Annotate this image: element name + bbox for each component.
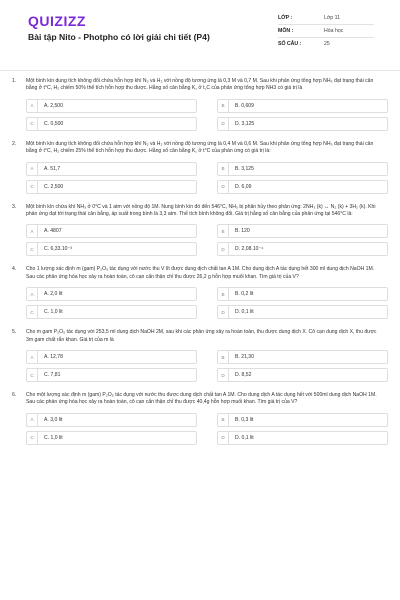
- answer-option[interactable]: [217, 180, 388, 194]
- answer-grid: [26, 99, 388, 131]
- meta-label: LỚP :: [278, 15, 293, 21]
- answer-text: B. 0,609: [235, 102, 254, 109]
- answer-text: A. 4807: [44, 228, 62, 235]
- answer-letter: C: [27, 181, 38, 193]
- answer-text: B. 3,125: [235, 165, 254, 172]
- answer-option[interactable]: [217, 413, 388, 427]
- answer-text: A. 12,78: [44, 354, 63, 361]
- answer-option[interactable]: [217, 162, 388, 176]
- answer-text: D. 6,09: [235, 183, 252, 190]
- answer-letter: C: [27, 243, 38, 255]
- answer-option[interactable]: [26, 180, 197, 194]
- meta-value: Hóa học: [324, 28, 344, 34]
- answer-option[interactable]: [217, 224, 388, 238]
- answer-grid: [26, 224, 388, 256]
- answer-option[interactable]: [26, 117, 197, 131]
- answer-text: C. 0,500: [44, 120, 64, 127]
- answer-letter: D: [218, 118, 229, 130]
- question-text: Một bình kín dung tích không đổi chứa hỗn hợp khí N₂ và H₂ với nồng độ tương ứng là 0,4 M và 0,6 M. Sau khi phản ứng tổng hợp NH₃ đạt trạng thái cân bằng ở t°C, H₂ chiếm 25% thể tích hỗn hợp thu được. Hằng số cân bằng K꜀ ở t°C của phản ứng có giá trị là:: [26, 140, 374, 155]
- answer-letter: D: [218, 369, 229, 381]
- question: [12, 329, 388, 344]
- meta-row-class: [278, 12, 374, 25]
- answer-option[interactable]: [26, 413, 197, 427]
- answer-option[interactable]: [26, 287, 197, 301]
- question-list: [12, 78, 388, 455]
- answer-letter: B: [218, 225, 229, 237]
- answer-option[interactable]: [26, 242, 197, 256]
- answer-text: D. 0,1 lit: [235, 309, 254, 316]
- question-number: 3.: [12, 203, 17, 210]
- question-block: [12, 78, 388, 131]
- answer-letter: C: [27, 432, 38, 444]
- answer-letter: B: [218, 163, 229, 175]
- meta-value: Lớp 11: [324, 15, 340, 21]
- question: [12, 266, 388, 281]
- question-number: 1.: [12, 78, 17, 84]
- question-block: [12, 141, 388, 194]
- meta-table: [278, 12, 374, 50]
- question-block: [12, 329, 388, 382]
- answer-option[interactable]: [26, 99, 197, 113]
- answer-letter: C: [27, 118, 38, 130]
- question-number: 5.: [12, 329, 17, 336]
- answer-option[interactable]: [26, 431, 197, 445]
- answer-letter: C: [27, 306, 38, 318]
- answer-letter: A: [27, 288, 38, 300]
- answer-letter: D: [218, 181, 229, 193]
- question-number: 4.: [12, 266, 17, 273]
- answer-text: D. 3,125: [235, 120, 255, 127]
- answer-option[interactable]: [26, 350, 197, 364]
- answer-text: C. 6,33.10⁻³: [44, 246, 72, 253]
- answer-option[interactable]: [217, 117, 388, 131]
- meta-value: 25: [324, 41, 330, 47]
- answer-text: B. 0,2 lit: [235, 291, 254, 298]
- answer-option[interactable]: [217, 99, 388, 113]
- answer-text: C. 7,81: [44, 372, 61, 379]
- answer-option[interactable]: [217, 242, 388, 256]
- answer-grid: [26, 350, 388, 382]
- answer-text: B. 21,30: [235, 354, 254, 361]
- question: [12, 204, 388, 219]
- answer-option[interactable]: [217, 368, 388, 382]
- answer-letter: A: [27, 163, 38, 175]
- answer-option[interactable]: [26, 224, 197, 238]
- answer-text: A. 2,0 lit: [44, 291, 63, 298]
- answer-text: D. 0,1 lit: [235, 434, 254, 441]
- answer-letter: C: [27, 369, 38, 381]
- question-text: Một bình kín chứa khí NH₃ ở 0°C và 1 atm với nồng độ 1M. Nung bình kín đó đến 546°C, NH₃ bị phân hủy theo phản ứng: 2NH₃ (k) ↔ N₂ (k) + 3H₂ (k). Khi phản ứng đạt tới trạng thái cân bằng, áp suất trong bình là 3,3 atm. Thể tích bình không đổi. Giá trị hằng số cân bằng của phản ứng tại 546°C là:: [26, 203, 376, 218]
- answer-letter: D: [218, 432, 229, 444]
- question-text: Cho một lượng xác định m (gam) P₂O₅ tác dụng với nước thu được dung dịch chất tan A 1M. Cho dung dịch A tác dụng hết với 500ml dung dịch NaOH 1M. Sau các phản ứng hóa học xảy ra hoàn toàn, cô cạn cẩn thận chỉ thu được 40,4g hỗn hợp muối khan. Tìm giá trị của V?: [26, 392, 377, 406]
- question-block: [12, 392, 388, 445]
- meta-row-count: [278, 38, 374, 50]
- meta-label: MÔN :: [278, 28, 294, 34]
- answer-text: C. 1,0 lit: [44, 309, 63, 316]
- answer-grid: [26, 162, 388, 194]
- answer-text: A. 3,0 lit: [44, 416, 63, 423]
- question-text: Cho 1 lượng xác định m (gam) P₂O₅ tác dụng với nước thu V lít được dung dịch chất tan A 1M. Cho dung dịch A tác dụng hết 300 ml dung dịch NaOH 1M. Sau các phản ứng hóa học xảy ra hoàn toàn, cô cạn cẩn thận chỉ thu được 26,2 g hỗn hợp muối khan. Tìm giá trị của V?: [26, 266, 375, 280]
- header: [12, 0, 388, 60]
- answer-text: B. 120: [235, 228, 250, 235]
- answer-letter: B: [218, 414, 229, 426]
- question-text: Cho m gam P₂O₅ tác dụng với 253,5 ml dung dịch NaOH 2M, sau khi các phản ứng xảy ra hoàn toàn, thu được dung dịch X. Cô cạn dung dịch X, thu được 3m gam chất rắn khan. Giá trị của m là: [26, 329, 377, 343]
- question-number: 6.: [12, 392, 17, 399]
- answer-option[interactable]: [217, 305, 388, 319]
- answer-letter: A: [27, 225, 38, 237]
- quizizz-logo[interactable]: QUIZIZZ: [28, 13, 86, 29]
- answer-text: C. 1,0 lit: [44, 434, 63, 441]
- meta-row-subject: [278, 25, 374, 38]
- answer-option[interactable]: [217, 287, 388, 301]
- answer-option[interactable]: [26, 305, 197, 319]
- answer-letter: B: [218, 100, 229, 112]
- answer-text: B. 0,3 lit: [235, 416, 254, 423]
- answer-letter: A: [27, 100, 38, 112]
- answer-text: A. 2,500: [44, 102, 63, 109]
- answer-letter: D: [218, 306, 229, 318]
- question: [12, 78, 388, 93]
- question-number: 2.: [12, 140, 17, 147]
- question-block: [12, 204, 388, 257]
- answer-option[interactable]: [26, 162, 197, 176]
- answer-text: C. 2,500: [44, 183, 64, 190]
- answer-letter: B: [218, 351, 229, 363]
- page-title: Bài tập Nito - Photpho có lời giải chi tiết (P4): [28, 32, 210, 42]
- header-divider: [0, 70, 400, 71]
- question: [12, 392, 388, 407]
- answer-grid: [26, 413, 388, 445]
- answer-letter: B: [218, 288, 229, 300]
- answer-text: D. 8,52: [235, 372, 252, 379]
- answer-letter: D: [218, 243, 229, 255]
- answer-grid: [26, 287, 388, 319]
- question-block: [12, 266, 388, 319]
- answer-text: D. 2,08.10⁻⁴: [235, 246, 264, 253]
- answer-letter: A: [27, 414, 38, 426]
- answer-text: A. 51,7: [44, 165, 61, 172]
- answer-option[interactable]: [26, 368, 197, 382]
- answer-option[interactable]: [217, 431, 388, 445]
- answer-letter: A: [27, 351, 38, 363]
- answer-option[interactable]: [217, 350, 388, 364]
- meta-label: SỐ CÂU :: [278, 41, 302, 47]
- question-text: Một bình kín dung tích không đổi chứa hỗn hợp khí N₂ và H₂ với nồng độ tương ứng là 0,3 M và 0,7 M. Sau khi phản ứng tổng hợp NH₃ đạt trạng thái cân bằng ở t°C, H₂ chiếm 50% thể tích hỗn hợp thu được. Hằng số cân bằng K꜀ ở t꜀C của phản ứng tổng hợp NH3 có giá trị là: [26, 78, 374, 92]
- question: [12, 141, 388, 156]
